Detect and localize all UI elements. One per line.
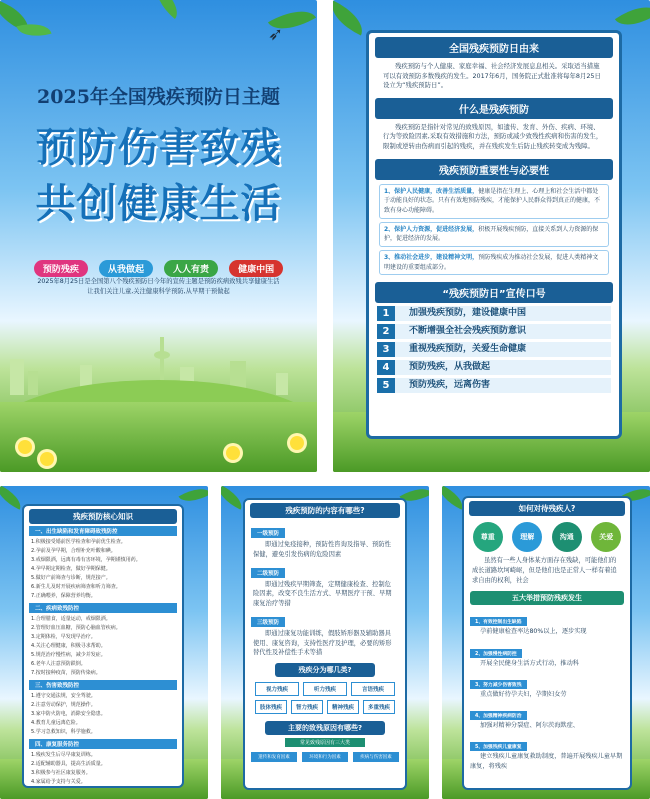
measures-title: 五大举措预防残疾发生 <box>470 591 624 605</box>
leaf-decoration <box>333 0 369 35</box>
origin-text: 残疾预防与个人健康、家庭幸福、社会经济发展息息相关。采取适当措施可以有效预防多数残疾的发生。2017年6月，国务院正式批准将每年8月25日设立为“残疾预防日”。 <box>383 62 601 90</box>
intro-line-2: 让我们关注儿童,关注健康科学预防,从早期干预做起 <box>87 288 230 295</box>
knowledge-card <box>22 504 184 788</box>
value-circle: 理解 <box>512 522 542 552</box>
slogan-text: 不断增强全社会残疾预防意识 <box>395 324 611 339</box>
theme-year-title: 2025年全国残疾预防日主题 <box>37 86 280 108</box>
cause-row <box>251 752 399 762</box>
what-text: 残疾预防是指针对常见的致残原因，如遗传、发育、外伤、疾病、环境、行为等致险因素,采取有效措施和方法，预防或减少致残性疾病和伤害的发生，限制或逆转由伤病而引起的残疾，并在残疾发生后防止残疾转变成为残障。 <box>383 122 603 151</box>
measure-head: 1、有效控制出生缺陷 <box>470 617 527 626</box>
knowledge-section-head: 四、康复服务防控 <box>29 739 177 749</box>
knowledge-line: 2.孕前及孕早期，合理补充叶酸和碘。 <box>31 548 116 554</box>
poster-4 <box>221 486 429 799</box>
flower-decoration <box>18 440 32 454</box>
cause-chip: 环境和行为因素 <box>302 752 348 762</box>
category-chip: 精神残疾 <box>327 700 359 714</box>
knowledge-section <box>24 739 182 787</box>
knowledge-line: 5.规范治疗慢性病，减少并发症。 <box>31 652 106 658</box>
measure-item <box>470 608 624 636</box>
importance-text: 积极开展残疾预防，直接关系到人力资源的保护，促进经济的发展。 <box>384 225 599 243</box>
knowledge-line: 6.新生儿及时开展疾病筛查和听力筛查。 <box>31 584 121 590</box>
level-1-text: 即通过免疫接种，预防性咨询及指导、预防性保健，避免引发伤病的危险因素 <box>253 541 391 558</box>
cause-root: 常见致残原因有三大类 <box>285 738 365 747</box>
category-chip: 智力残疾 <box>291 700 323 714</box>
knowledge-line: 6.老年人注意预防跌倒。 <box>31 661 86 667</box>
content-title: 残疾预防的内容有哪些? <box>250 503 400 518</box>
importance-item <box>379 250 609 275</box>
slogan-number: 4 <box>377 360 395 375</box>
slogan-text: 加强残疾预防，建设健康中国 <box>395 306 611 321</box>
importance-lead: 1、保护人民健康，改善生活质量， <box>384 187 479 195</box>
measure-head: 4、加强精神疾病防治 <box>470 711 527 720</box>
category-chip: 视力残疾 <box>255 682 299 696</box>
knowledge-line: 2.管理好血压血糖，预防心脑血管疾病。 <box>31 625 121 631</box>
importance-text: 预防残疾成为推动社会发展，促进人类精神文明建设的重要组成部分。 <box>384 254 599 271</box>
swallow-icon: ➶ <box>268 24 284 45</box>
category-chip: 听力残疾 <box>303 682 347 696</box>
knowledge-line: 1.遵守交通法规，安全驾驶。 <box>31 693 96 699</box>
knowledge-line: 7.正确喂养，保障营养均衡。 <box>31 593 96 599</box>
leaf-decoration <box>179 486 208 509</box>
circle-row <box>468 522 626 552</box>
knowledge-section-head: 三、伤害致残防控 <box>29 680 177 690</box>
measure-item <box>470 640 624 668</box>
value-circle: 沟通 <box>552 522 582 552</box>
measure-text: 开展全民健身生活方式行动，推动科 <box>480 659 579 667</box>
knowledge-line: 5.做好产前筛查与诊断，规范接产。 <box>31 575 111 581</box>
tag-pill: 健康中国 <box>229 260 283 277</box>
knowledge-line: 4.家属给予支持与关爱。 <box>31 779 86 785</box>
slogan-text: 预防残疾，从我做起 <box>395 360 611 375</box>
info-card <box>366 30 622 439</box>
measure-head: 3、努力减少伤害致残 <box>470 680 527 689</box>
level-3-text: 即通过康复功能训练，假肢矫形器及辅助器具使用、康复咨询，支持性医疗及护理，必要的矫形替代性及补偿性手术等措 <box>253 629 392 657</box>
knowledge-line: 1.积极接受婚前医学检查和孕前优生检查。 <box>31 539 126 545</box>
importance-item <box>379 222 609 247</box>
tag-pill: 从我做起 <box>99 260 153 277</box>
knowledge-line: 4.关注心理健康，积极寻求帮助。 <box>31 643 106 649</box>
category-title: 残疾分为哪几类? <box>275 663 375 677</box>
section-title-slogans: “残疾预防日”宣传口号 <box>375 282 613 303</box>
slogan-number: 5 <box>377 378 395 393</box>
level-2-text: 即通过残疾早期筛查，定期健康检查、控制危险因素，改变不良生活方式、早期医疗干预、早期康复治疗等措 <box>253 580 392 607</box>
measure-item <box>470 733 624 771</box>
measure-item <box>470 702 624 730</box>
measure-item <box>470 671 624 699</box>
importance-text: 健康是指在生理上、心理上和社会生活中都处于动能良好的状态。只有有效地预防残疾，才能保护人民群众得到真正的健康，不致有身心功能障碍。 <box>384 187 601 215</box>
section-title-importance: 残疾预防重要性与必要性 <box>375 159 613 180</box>
treatment-title: 如何对待残疾人? <box>469 501 625 516</box>
intro-line-1: 2025年8月25日是全国第八个残疾预防日今年的宣传主题是预防疾病致残共享健康生活 <box>37 278 280 285</box>
knowledge-line: 7.按时接种疫苗，预防传染病。 <box>31 670 101 676</box>
leaf-decoration <box>0 486 26 510</box>
slogan-text: 重视残疾预防，关爱生命健康 <box>395 342 611 357</box>
knowledge-line: 3.家中防火防电，消除安全隐患。 <box>31 711 106 717</box>
value-circle: 尊重 <box>473 522 503 552</box>
measure-text: 建立残疾儿童康复救助制度，普遍开展残疾儿童早期康复，将残疾 <box>470 753 623 770</box>
knowledge-title: 残疾预防核心知识 <box>29 509 177 524</box>
treatment-card <box>462 496 632 790</box>
knowledge-section-head: 一、出生缺陷和发育障碍致残防控 <box>29 526 177 536</box>
section-title-what: 什么是残疾预防 <box>375 98 613 119</box>
measure-text: 加强对精神分裂症、阿尔茨海默症、 <box>480 722 579 730</box>
slogan-row <box>377 378 611 393</box>
cause-chip: 疾病与伤害因素 <box>353 752 399 762</box>
tag-row <box>0 257 317 277</box>
section-title-origin: 全国残疾预防日由来 <box>375 37 613 58</box>
poster-5 <box>442 486 650 799</box>
knowledge-line: 2.注意劳动保护，规范操作。 <box>31 702 96 708</box>
cause-chip: 遗传和发育因素 <box>251 752 297 762</box>
category-chip: 多重残疾 <box>363 700 395 714</box>
knowledge-line: 4.教育儿童远离危险。 <box>31 720 81 726</box>
importance-list <box>379 184 609 276</box>
slogan-text: 预防残疾，远离伤害 <box>395 378 611 393</box>
knowledge-section <box>24 603 182 678</box>
measure-head: 2、加强慢性病防控 <box>470 649 522 658</box>
value-circle: 关爱 <box>591 522 621 552</box>
slogan-row <box>377 342 611 357</box>
knowledge-line: 1.残疾发生后尽早康复训练。 <box>31 752 96 758</box>
measure-text: 孕前健康检查率达80%以上，逐步实现 <box>480 628 587 636</box>
slogan-row <box>377 306 611 321</box>
knowledge-line: 3.戒烟限酒，远离有毒有害环境，孕期谨慎用药。 <box>31 557 141 563</box>
main-title-line-1: 预防伤害致残 <box>35 125 282 171</box>
category-chip: 言语残疾 <box>351 682 395 696</box>
slogan-number: 3 <box>377 342 395 357</box>
treatment-text: 虽然有一些人身体某方面存在残缺，可能他们的成长道路坎坷崎岖，但是他们也是正常人一样有着追求自由的权利，社会 <box>472 557 617 584</box>
poster-2 <box>333 0 650 472</box>
flower-decoration <box>290 436 304 450</box>
leaf-decoration <box>149 0 185 19</box>
tag-pill: 预防残疾 <box>34 260 88 277</box>
importance-lead: 2、保护人力资源，促进经济发展， <box>384 225 479 233</box>
knowledge-line: 2.适配辅助器具，提高生活质量。 <box>31 761 106 767</box>
slogan-number: 1 <box>377 306 395 321</box>
poster-1 <box>0 0 317 472</box>
level-3-head: 三级预防 <box>251 617 285 627</box>
knowledge-section <box>24 680 182 737</box>
knowledge-line: 3.定期体检，早发现早治疗。 <box>31 634 96 640</box>
knowledge-line: 3.积极参与社区康复服务。 <box>31 770 91 776</box>
knowledge-section-head: 二、疾病致残防控 <box>29 603 177 613</box>
knowledge-line: 5.学习急救知识，科学施救。 <box>31 729 96 735</box>
level-2-head: 二级预防 <box>251 568 285 578</box>
slogan-number: 2 <box>377 324 395 339</box>
causes-title: 主要的致残原因有哪些? <box>265 721 385 735</box>
content-card <box>243 498 407 790</box>
main-title-line-2: 共创健康生活 <box>35 181 282 227</box>
measure-text: 重点做好待孕夫妇，孕期妇女劳 <box>480 690 567 698</box>
knowledge-section <box>24 526 182 601</box>
measure-head: 5、加强残疾儿童康复 <box>470 742 527 751</box>
poster-3 <box>0 486 208 799</box>
knowledge-line: 1.合理膳食，适量运动，戒烟限酒。 <box>31 616 111 622</box>
tag-pill: 人人有责 <box>164 260 218 277</box>
slogan-row <box>377 324 611 339</box>
flower-decoration <box>226 446 240 460</box>
category-chip: 肢体残疾 <box>255 700 287 714</box>
importance-item <box>379 184 609 219</box>
flower-decoration <box>40 452 54 466</box>
category-grid <box>245 680 405 716</box>
level-1-head: 一级预防 <box>251 528 285 538</box>
knowledge-line: 4.孕早期定期检查，做好孕期保健。 <box>31 566 111 572</box>
leaf-decoration <box>615 0 650 36</box>
importance-lead: 3、推动社会进步，建设精神文明， <box>384 254 479 262</box>
slogan-row <box>377 360 611 375</box>
